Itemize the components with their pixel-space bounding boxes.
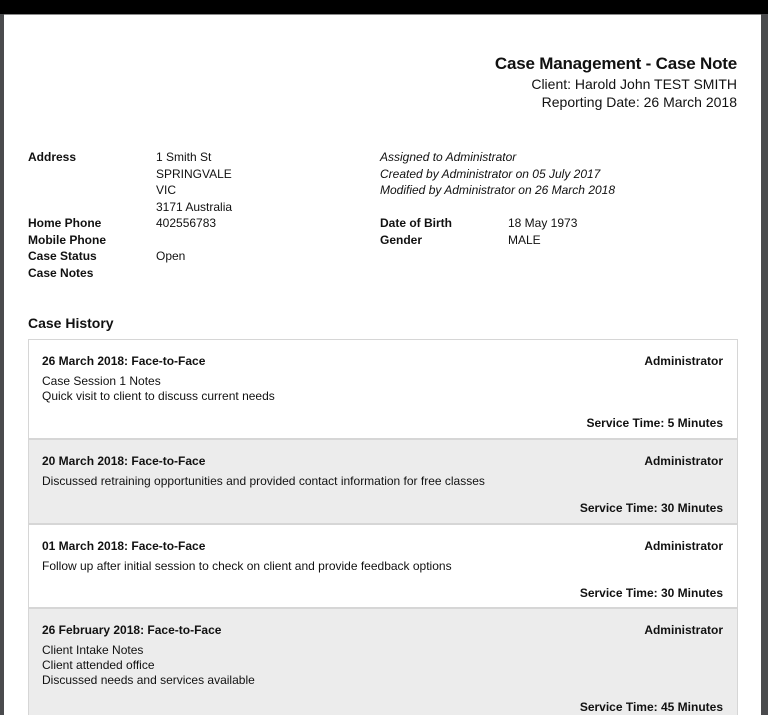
entry-heading: 26 February 2018: Face-to-Face xyxy=(42,623,222,637)
entry-notes xyxy=(42,559,723,574)
entry-header xyxy=(42,454,723,469)
entry-staff: Administrator xyxy=(644,539,723,553)
mobile-phone-label: Mobile Phone xyxy=(28,232,106,247)
report-header xyxy=(495,53,737,111)
service-time: Service Time: 45 Minutes xyxy=(579,700,723,714)
home-phone-label: Home Phone xyxy=(28,216,102,230)
entry-heading: 01 March 2018: Face-to-Face xyxy=(42,539,206,553)
gender-value: MALE xyxy=(508,232,541,247)
entry-notes xyxy=(42,374,723,404)
address-line: SPRINGVALE xyxy=(156,166,232,181)
client-details xyxy=(28,149,232,281)
case-history-title: Case History xyxy=(28,315,114,331)
entry-staff: Administrator xyxy=(644,354,723,368)
service-time: Service Time: 5 Minutes xyxy=(586,416,723,430)
assigned-to: Assigned to Administrator xyxy=(380,150,517,164)
created-by: Created by Administrator on 05 July 2017 xyxy=(380,166,601,181)
entry-heading: 20 March 2018: Face-to-Face xyxy=(42,454,206,468)
dob-label: Date of Birth xyxy=(380,216,452,230)
entry-header xyxy=(42,623,723,638)
service-time: Service Time: 30 Minutes xyxy=(579,586,723,600)
gender-row xyxy=(380,232,615,249)
address-line: VIC xyxy=(156,183,177,197)
entry-heading: 26 March 2018: Face-to-Face xyxy=(42,354,206,368)
mobile-phone-row xyxy=(28,232,232,249)
history-entry xyxy=(29,438,737,523)
entry-notes xyxy=(42,643,723,688)
address-line: 1 Smith St xyxy=(156,150,212,164)
history-entry xyxy=(29,340,737,438)
note-line: Client Intake Notes xyxy=(42,643,144,657)
home-phone-row xyxy=(28,215,232,232)
address-row xyxy=(28,149,232,215)
viewer-top-bar xyxy=(0,0,768,14)
case-history-list xyxy=(28,339,738,715)
address-line: 3171 Australia xyxy=(156,199,233,214)
note-line: Follow up after initial session to check on client and provide feedback options xyxy=(42,559,452,573)
entry-staff: Administrator xyxy=(644,623,723,637)
entry-header xyxy=(42,539,723,554)
address-label: Address xyxy=(28,150,77,164)
gender-label: Gender xyxy=(380,232,423,247)
client-name: Client: Harold John TEST SMITH xyxy=(531,76,737,92)
history-entry xyxy=(29,607,737,715)
dob-value: 18 May 1973 xyxy=(508,216,578,230)
note-line: Discussed retraining opportunities and provided contact information for free classes xyxy=(42,474,485,488)
address-value xyxy=(156,149,232,215)
service-time: Service Time: 30 Minutes xyxy=(579,501,723,515)
report-title: Case Management - Case Note xyxy=(494,54,737,73)
case-status-label: Case Status xyxy=(28,249,97,263)
entry-staff: Administrator xyxy=(644,454,723,468)
entry-header xyxy=(42,354,723,369)
dob-row xyxy=(380,215,615,232)
home-phone-value: 402556783 xyxy=(156,216,217,230)
document-page xyxy=(4,14,761,715)
note-line: Case Session 1 Notes xyxy=(42,374,161,388)
note-line: Discussed needs and services available xyxy=(42,673,255,687)
entry-notes xyxy=(42,474,723,489)
note-line: Quick visit to client to discuss current needs xyxy=(42,389,275,403)
case-status-value: Open xyxy=(156,249,186,263)
history-entry xyxy=(29,523,737,607)
note-line: Client attended office xyxy=(42,658,155,672)
case-meta xyxy=(380,149,615,248)
modified-by: Modified by Administrator on 26 March 2018 xyxy=(380,183,616,197)
spacer xyxy=(380,199,615,216)
case-notes-label: Case Notes xyxy=(28,265,94,280)
reporting-date: Reporting Date: 26 March 2018 xyxy=(541,94,737,110)
case-status-row xyxy=(28,248,232,265)
case-notes-row xyxy=(28,265,232,282)
